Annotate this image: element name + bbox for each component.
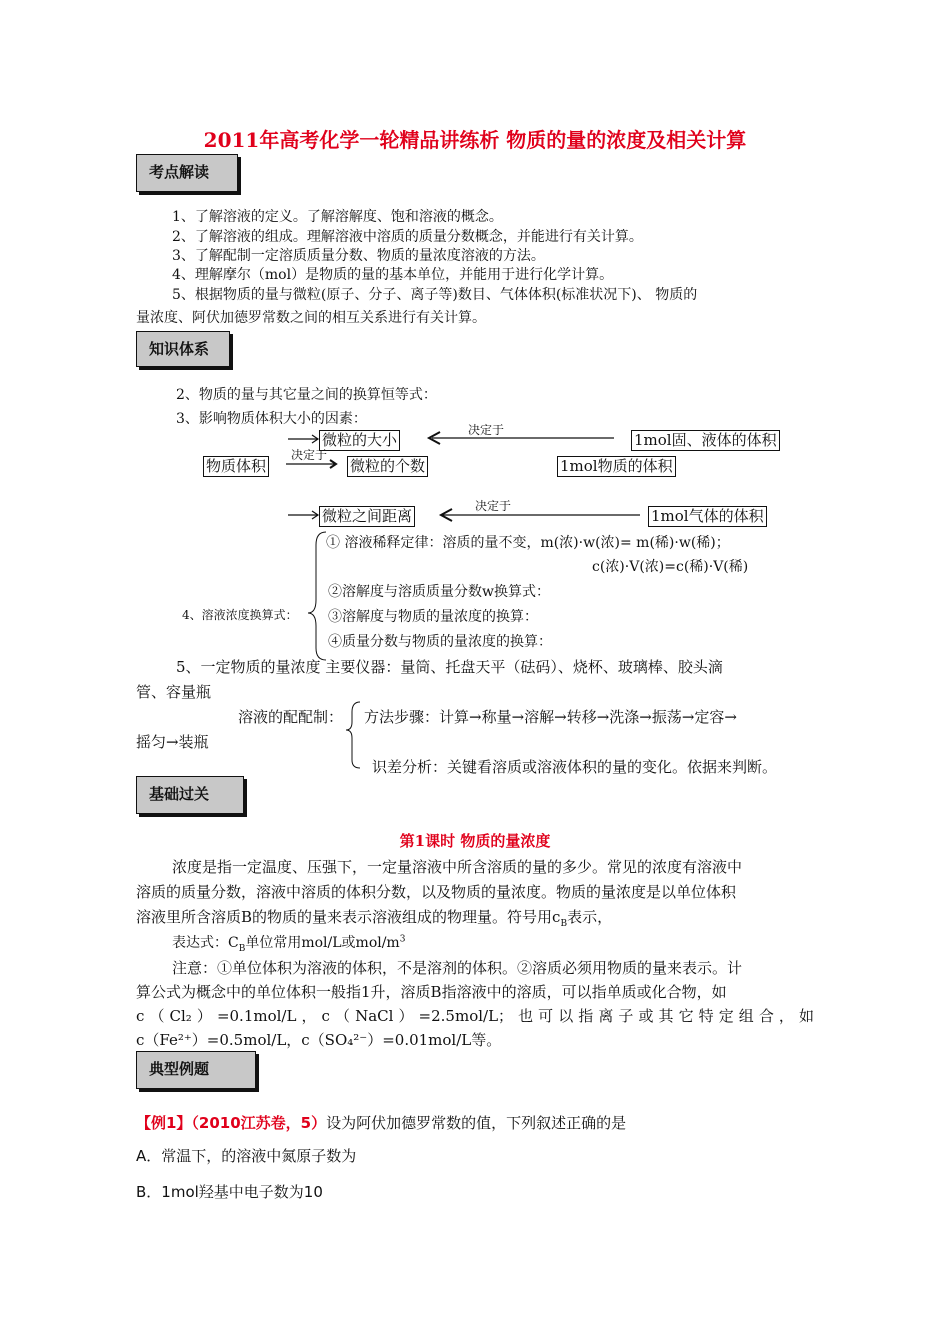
lesson-title: 第1课时 物质的量浓度	[399, 832, 551, 850]
conversion-1-cont: c(浓)·V(浓)=c(稀)·V(稀)	[592, 559, 749, 575]
box-particle-size: 微粒的大小	[319, 430, 400, 451]
section-label: 考点解读	[149, 163, 210, 181]
lesson-p1-line-3	[136, 906, 612, 929]
preparation-steps-cont: 摇匀→装瓶	[136, 733, 209, 751]
point-5: 5、根据物质的量与微粒(原子、分子、离子等)数目、气体体积(标准状况下)、 物质的	[172, 287, 698, 303]
lesson-text: 表示，	[567, 908, 613, 926]
section-label: 知识体系	[149, 340, 210, 358]
decide-label-3: 决定于	[475, 499, 512, 513]
superscript-3: 3	[399, 934, 406, 945]
decide-label-2: 决定于	[291, 448, 328, 462]
section-header-basics	[136, 776, 244, 814]
box-solid-liquid-volume: 1mol固、液体的体积	[631, 430, 780, 451]
box-particle-distance: 微粒之间距离	[319, 506, 415, 527]
point-3: 3、了解配制一定溶质质量分数、物质的量浓度溶液的方法。	[172, 248, 545, 264]
box-gas-volume: 1mol气体的体积	[648, 506, 767, 527]
expression-units: 单位常用mol/L或mol/m	[245, 935, 400, 951]
lesson-p1-line-1: 浓度是指一定温度、压强下，一定量溶液中所含溶质的量的多少。常见的浓度有溶液中	[172, 858, 743, 876]
example-question-text: 设为阿伏加德罗常数的值，下列叙述正确的是	[326, 1114, 627, 1132]
preparation-label: 溶液的配配制：	[238, 708, 344, 726]
conversion-4: ④质量分数与物质的量浓度的换算：	[328, 634, 552, 650]
expression-label: 表达式：C	[172, 935, 239, 951]
item-5-line-2: 管、容量瓶	[136, 683, 212, 701]
point-2: 2、了解溶液的组成。理解溶液中溶质的质量分数概念，并能进行有关计算。	[172, 229, 643, 245]
section-header-examples	[136, 1051, 256, 1089]
error-analysis: 识差分析：关键看溶质或溶液体积的量的变化。依据来判断。	[372, 758, 778, 776]
lesson-p1-line-2: 溶质的质量分数，溶液中溶质的体积分数，以及物质的量浓度。物质的量浓度是以单位体积	[136, 883, 737, 901]
page-title: 2011年高考化学一轮精品讲练析 物质的量的浓度及相关计算	[203, 128, 747, 152]
section-label: 典型例题	[149, 1060, 210, 1078]
point-5-cont: 量浓度、阿伏加德罗常数之间的相互关系进行有关计算。	[136, 310, 486, 326]
expression-line	[172, 932, 405, 954]
box-particle-count: 微粒的个数	[347, 456, 428, 477]
box-matter-volume: 物质体积	[203, 456, 269, 477]
section-label: 基础过关	[149, 785, 210, 803]
example-option-b: B．1mol羟基中电子数为10	[136, 1183, 323, 1201]
point-1: 1、了解溶液的定义。了解溶解度、饱和溶液的概念。	[172, 209, 503, 225]
box-mol-volume: 1mol物质的体积	[557, 456, 676, 477]
example-tag: 【例1】（2010江苏卷，5）	[136, 1114, 327, 1132]
knowledge-item-2: 2、物质的量与其它量之间的换算恒等式：	[176, 387, 437, 403]
subscript-b: B	[560, 919, 568, 929]
note-line-4: c（Fe²⁺）=0.5mol/L，c（SO₄²⁻）=0.01mol/L等。	[136, 1031, 502, 1049]
conversion-label: 4、溶液浓度换算式：	[182, 608, 298, 622]
conversion-1: ① 溶液稀释定律：溶质的量不变，m(浓)·w(浓)= m(稀)·w(稀)；	[326, 535, 730, 551]
subscript-b: B	[238, 943, 246, 954]
note-line-3: c（Cl₂）=0.1mol/L，c（NaCl）=2.5mol/L；也可以指离子或其它特定组合，如	[136, 1007, 814, 1025]
note-line-2: 算公式为概念中的单位体积一般指1升，溶质B指溶液中的溶质，可以指单质或化合物，如	[136, 983, 727, 1001]
note-line-1: 注意：①单位体积为溶液的体积，不是溶剂的体积。②溶质必须用物质的量来表示。计	[172, 959, 743, 977]
decide-label-1: 决定于	[468, 423, 505, 437]
point-4: 4、理解摩尔（mol）是物质的量的基本单位，并能用于进行化学计算。	[172, 267, 614, 283]
item-5-line-1: 5、一定物质的量浓度 主要仪器：量筒、托盘天平（砝码）、烧杯、玻璃棒、胶头滴	[176, 658, 723, 676]
knowledge-item-3: 3、影响物质体积大小的因素：	[176, 411, 367, 427]
conversion-2: ②溶解度与溶质质量分数w换算式：	[328, 584, 550, 600]
conversion-3: ③溶解度与物质的量浓度的换算：	[328, 609, 538, 625]
lesson-text: 溶液里所含溶质B的物质的量来表示溶液组成的物理量。符号用c	[136, 908, 561, 926]
preparation-steps: 方法步骤：计算→称量→溶解→转移→洗涤→振荡→定容→	[364, 708, 737, 726]
example-option-a: A．常温下，的溶液中氮原子数为	[136, 1147, 357, 1165]
example-1-question	[136, 1112, 626, 1133]
